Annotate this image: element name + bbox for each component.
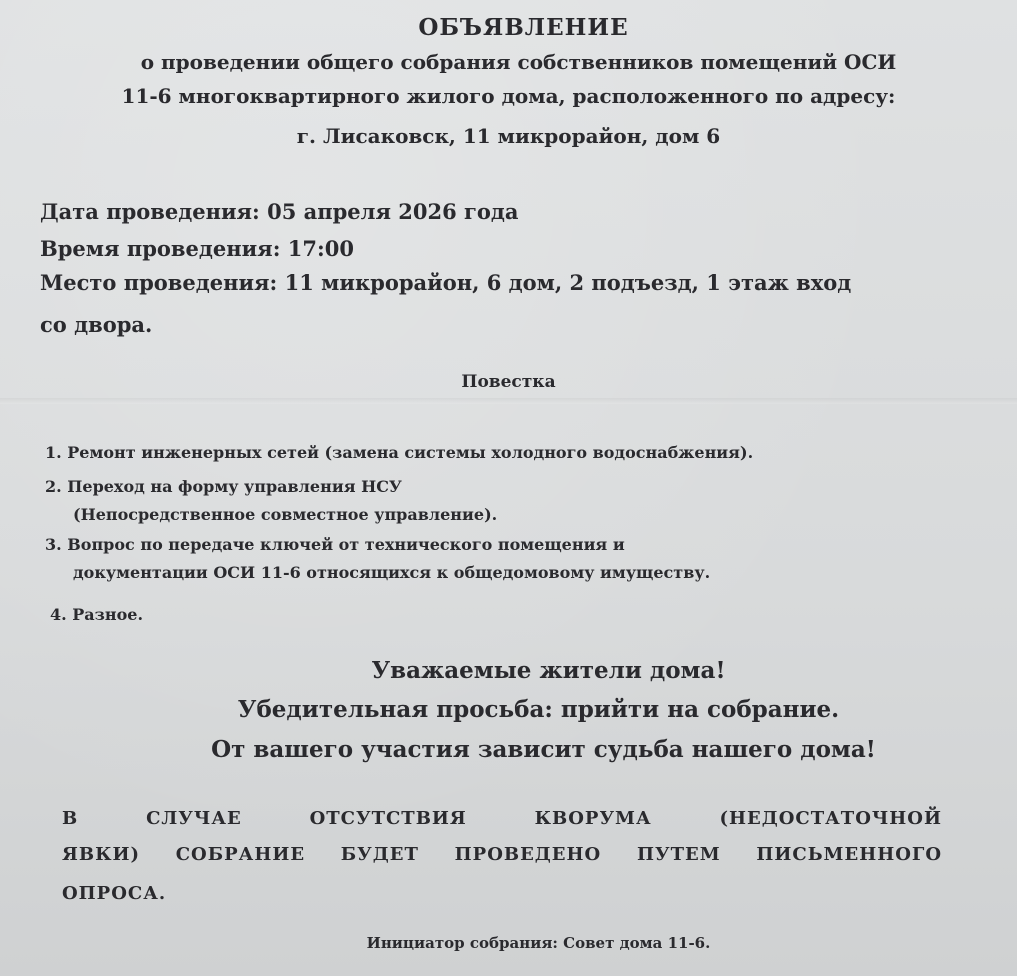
agenda-item-3: 3. Вопрос по передаче ключей от технического помещения и — [45, 535, 625, 554]
appeal-line-2: Убедительная просьба: прийти на собрание. — [237, 696, 840, 723]
quorum-warning-line-3: ОПРОСА. — [62, 883, 167, 904]
appeal-line-3: От вашего участия зависит судьба нашего дома! — [211, 736, 876, 763]
paper-fold — [0, 398, 1017, 404]
notice-title: ОБЪЯВЛЕНИЕ — [418, 14, 629, 41]
agenda-item-3-continued: документации ОСИ 11-6 относящихся к общедомовому имуществу. — [73, 563, 711, 582]
meeting-place-continued: со двора. — [40, 312, 153, 337]
meeting-initiator: Инициатор собрания: Совет дома 11-6. — [366, 934, 711, 952]
agenda-title: Повестка — [461, 372, 556, 392]
notice-subtitle-line2: 11-6 многоквартирного жилого дома, расположенного по адресу: — [121, 84, 896, 108]
agenda-item-1: 1. Ремонт инженерных сетей (замена системы холодного водоснабжения). — [45, 443, 754, 462]
quorum-warning-line-1: В СЛУЧАЕ ОТСУТСТВИЯ КВОРУМА (НЕДОСТАТОЧНОЙ — [62, 808, 942, 829]
meeting-date: Дата проведения: 05 апреля 2026 года — [40, 199, 519, 224]
quorum-warning-line-2: ЯВКИ) СОБРАНИЕ БУДЕТ ПРОВЕДЕНО ПУТЕМ ПИСЬМЕННОГО — [62, 844, 942, 865]
agenda-item-2: 2. Переход на форму управления НСУ — [45, 477, 402, 496]
notice-subtitle-line1: о проведении общего собрания собственников помещений ОСИ — [140, 50, 897, 74]
agenda-item-4: 4. Разное. — [50, 605, 144, 624]
meeting-place: Место проведения: 11 микрорайон, 6 дом, 2 подъезд, 1 этаж вход — [40, 270, 852, 295]
notice-address: г. Лисаковск, 11 микрорайон, дом 6 — [296, 124, 721, 148]
agenda-item-2-continued: (Непосредственное совместное управление). — [73, 505, 498, 524]
appeal-line-1: Уважаемые жители дома! — [371, 657, 726, 684]
meeting-time: Время проведения: 17:00 — [40, 236, 354, 261]
